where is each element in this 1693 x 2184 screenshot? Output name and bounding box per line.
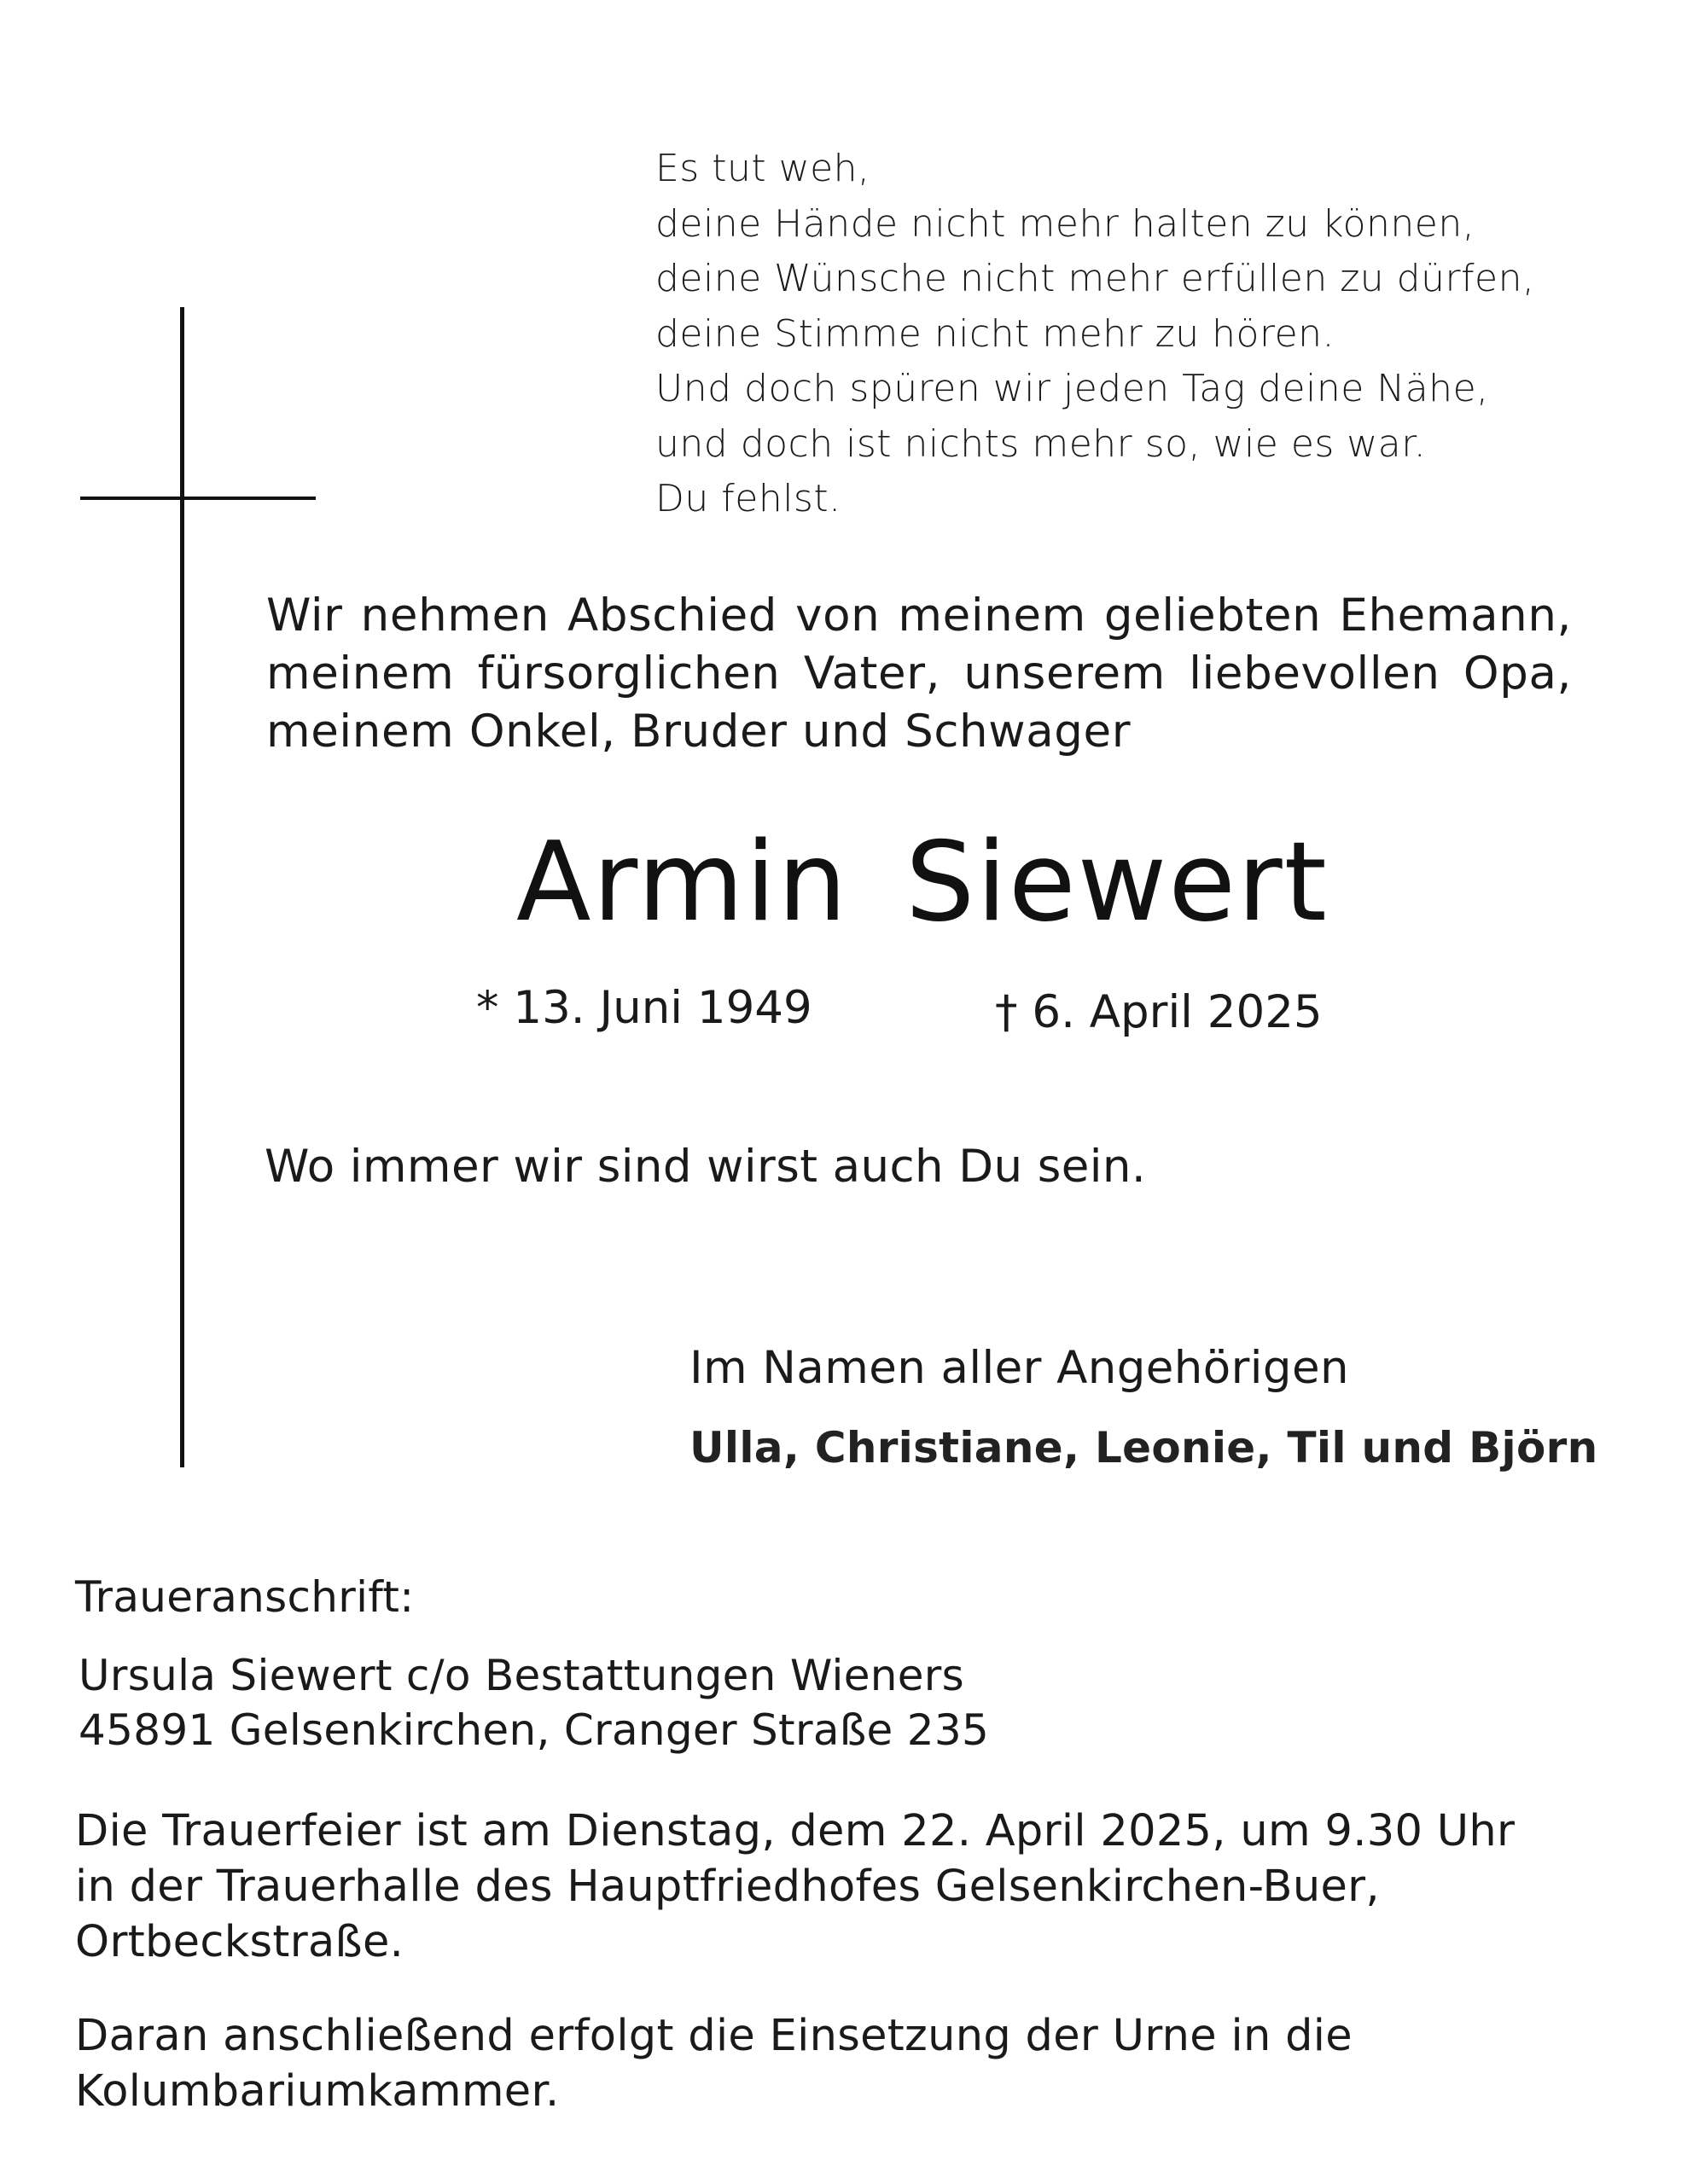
mourning-address [79,1648,989,1757]
farewell-line: meinem Onkel, Bruder und Schwager [266,706,1132,758]
memorial-quote: Wo immer wir sind wirst auch Du sein. [265,1141,1147,1193]
ceremony-line: Ortbeckstraße. [75,1917,404,1967]
poem-line: deine Hände nicht mehr halten zu können, [655,201,1475,246]
poem-line: Und doch spüren wir jeden Tag deine Nähe, [655,367,1489,410]
poem-line: und doch ist nichts mehr so, wie es war. [655,421,1427,466]
address-line: 45891 Gelsenkirchen, Cranger Straße 235 [79,1705,990,1755]
poem-line: Es tut weh, [655,147,870,190]
cross-horizontal-bar [80,497,316,500]
death-date: † 6. April 2025 [995,986,1323,1038]
address-label: Traueranschrift: [75,1572,415,1622]
signature-intro: Im Namen aller Angehörigen [689,1342,1349,1394]
farewell-text [266,587,1572,761]
ceremony-info [75,1804,1515,1970]
farewell-line: Wir nehmen Abschied von meinem geliebten Ehemann, [266,590,1572,642]
ceremony-line: in der Trauerhalle des Hauptfriedhofes Gelsenkirchen-Buer, [75,1862,1380,1912]
poem-line: Du fehlst. [655,477,841,520]
poem-line: deine Stimme nicht mehr zu hören. [655,311,1335,356]
birth-date: * 13. Juni 1949 [476,982,812,1034]
signature-names: Ulla, Christiane, Leonie, Til und Björn [689,1423,1598,1472]
cross-vertical-bar [180,307,184,1467]
urn-line: Daran anschließend erfolgt die Einsetzung der Urne in die [75,2011,1353,2061]
farewell-line: meinem fürsorglichen Vater, unserem liebevollen Opa, [266,648,1572,700]
urn-info [75,2008,1353,2119]
address-line: Ursula Siewert c/o Bestattungen Wieners [79,1651,965,1700]
poem [655,142,1637,527]
ceremony-line: Die Trauerfeier ist am Dienstag, dem 22. April 2025, um 9.30 Uhr [75,1806,1516,1856]
poem-line: deine Wünsche nicht mehr erfüllen zu dürfen, [655,257,1535,300]
deceased-name: Armin Siewert [516,819,1329,946]
urn-line: Kolumbariumkammer. [75,2066,560,2117]
